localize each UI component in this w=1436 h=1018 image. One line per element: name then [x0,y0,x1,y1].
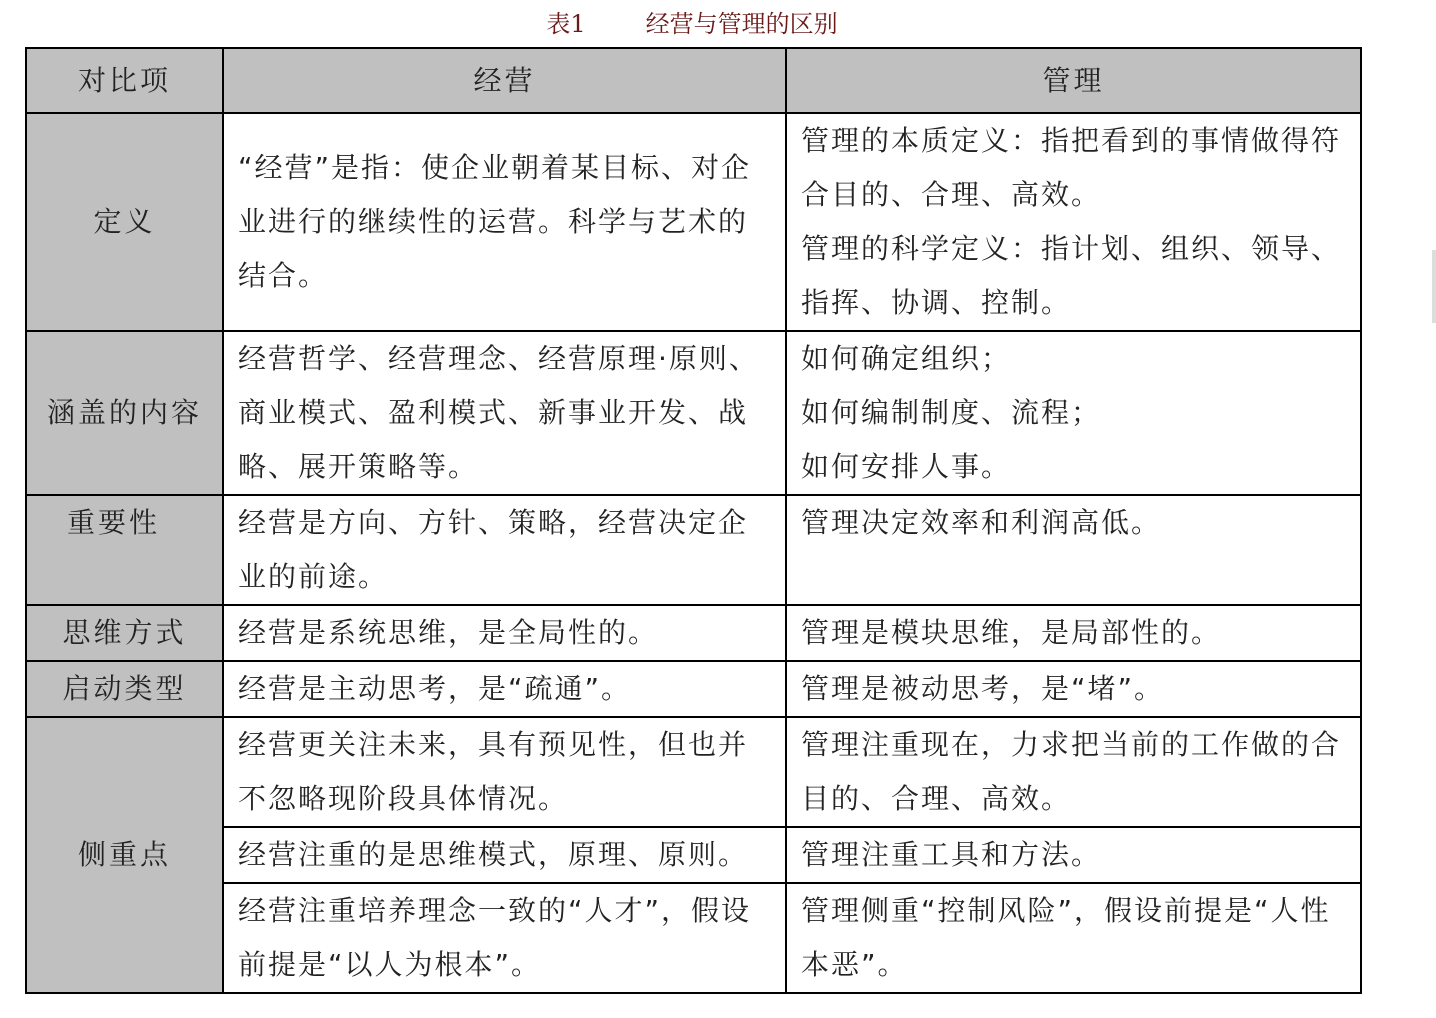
guanli-line: 如何安排人事。 [801,450,1012,483]
guanli-cell: 管理注重现在，力求把当前的工作做的合目的、合理、高效。 [786,717,1361,827]
jingying-cell: 经营注重的是思维模式，原理、原则。 [223,827,786,883]
header-row [26,48,1361,113]
table-row [26,717,1361,827]
jingying-cell: 经营更关注未来，具有预见性，但也并不忽略现阶段具体情况。 [223,717,786,827]
row-label: 重要性 [26,495,223,605]
table-row [26,113,1361,331]
table-row [26,605,1361,661]
guanli-line: 管理的科学定义：指计划、组织、领导、指挥、协调、控制。 [801,232,1342,319]
row-label: 启动类型 [26,661,223,717]
guanli-cell: 管理注重工具和方法。 [786,827,1361,883]
header-jingying: 经营 [223,48,786,113]
header-guanli: 管理 [786,48,1361,113]
table-row [26,331,1361,495]
table-row [26,661,1361,717]
guanli-line: 如何确定组织； [801,342,1012,375]
row-label: 思维方式 [26,605,223,661]
guanli-cell: 管理决定效率和利润高低。 [786,495,1361,605]
jingying-cell: 经营是系统思维，是全局性的。 [223,605,786,661]
row-label: 侧重点 [26,717,223,993]
jingying-cell: 经营是方向、方针、策略，经营决定企业的前途。 [223,495,786,605]
table-number: 表1 [546,10,586,38]
row-label: 定义 [26,113,223,331]
guanli-line: 如何编制制度、流程； [801,396,1102,429]
table-row [26,495,1361,605]
table-title: 经营与管理的区别 [645,10,838,38]
guanli-cell: 管理是被动思考，是“堵”。 [786,661,1361,717]
jingying-cell: 经营注重培养理念一致的“人才”，假设前提是“以人为根本”。 [223,883,786,993]
table-caption [0,8,1384,40]
jingying-cell: 经营是主动思考，是“疏通”。 [223,661,786,717]
table-row [26,827,1361,883]
guanli-cell: 管理是模块思维，是局部性的。 [786,605,1361,661]
table-row [26,883,1361,993]
guanli-line: 管理的本质定义：指把看到的事情做得符合目的、合理、高效。 [801,124,1342,211]
guanli-cell [786,113,1361,331]
guanli-cell [786,331,1361,495]
jingying-cell: 经营哲学、经营理念、经营原理·原则、商业模式、盈利模式、新事业开发、战略、展开策略等。 [223,331,786,495]
header-compare-item: 对比项 [26,48,223,113]
guanli-cell: 管理侧重“控制风险”，假设前提是“人性本恶”。 [786,883,1361,993]
jingying-cell: “经营”是指：使企业朝着某目标、对企业进行的继续性的运营。科学与艺术的结合。 [223,113,786,331]
comparison-table [25,47,1362,994]
row-label: 涵盖的内容 [26,331,223,495]
scrollbar[interactable] [1432,250,1436,323]
